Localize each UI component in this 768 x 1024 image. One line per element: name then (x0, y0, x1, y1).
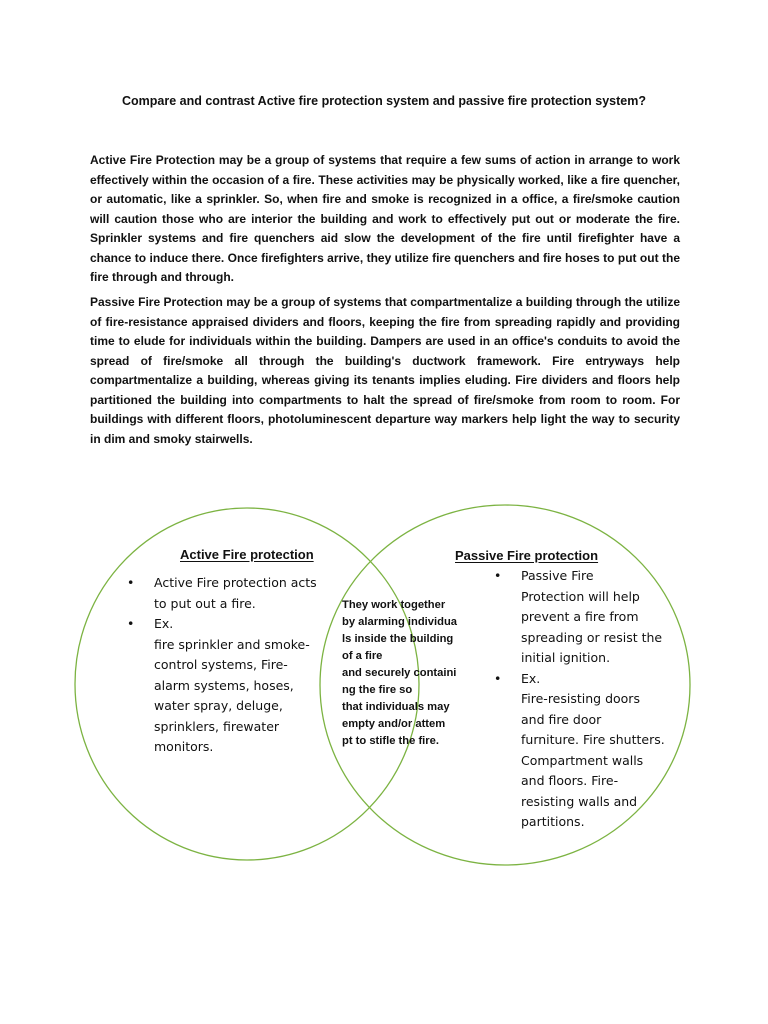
page-title: Compare and contrast Active fire protection system and passive fire protection system? (122, 94, 646, 108)
bullet-icon: • (494, 568, 502, 583)
active-protection-paragraph: Active Fire Protection may be a group of systems that require a few sums of action in arrange to work effectively within the occasion of a fire. These activities may be physically worked, like a fire quencher, or automatic, like a sprinkler. So, when fire and smoke is recognized in a office, a fire/smoke caution will caution those who are interior the building and work to effectively put out or moderate the fire. Sprinkler systems and fire quenchers aid slow the development of the fire until firefighter have a chance to induce there. Once firefighters arrive, they utilize fire quenchers and fire hoses to put out the fire through and through. (90, 153, 680, 284)
list-item: • Ex. fire sprinkler and smoke- control systems, Fire- alarm systems, hoses, water spray, deluge, sprinklers, firewater monitors. (127, 616, 310, 754)
list-item: • Ex. Fire-resisting doors and fire door furniture. Fire shutters. Compartment walls and floors. Fire- resisting walls and partitions. (494, 670, 665, 829)
active-circle-title: Active Fire protection (180, 547, 314, 562)
active-bullet-list (127, 573, 342, 758)
bullet-icon: • (127, 575, 135, 590)
passive-bullet-list (494, 566, 694, 833)
list-item: • Passive Fire Protection will help prevent a fire from spreading or resist the initial ignition. (494, 568, 663, 665)
list-item: • Active Fire protection acts to put out a fire. (127, 575, 317, 611)
overlap-text: They work together by alarming individua ls inside the building of a fire and securely containi ng the fire so that individuals may empty and/or attem pt to stifle the fire. (342, 599, 458, 747)
bullet-icon: • (127, 616, 135, 631)
passive-protection-paragraph: Passive Fire Protection may be a group of systems that compartmentalize a building through the utilize of fire-resistance appraised dividers and floors, keeping the fire from spreading rapidly and providing time to elude for individuals within the building. Dampers are used in an office's conduits to avoid the spread of fire/smoke all through the building's ductwork framework. Fire entryways help compartmentalize a building, whereas giving its tenants implies eluding. Fire dividers and floors help partitioned the building into compartments to halt the spread of fire/smoke from room to room. For buildings with different floors, photoluminescent departure way markers help light the way to security in dim and smoky stairwells. (90, 295, 680, 446)
bullet-icon: • (494, 670, 502, 686)
passive-circle-title: Passive Fire protection (455, 548, 599, 563)
